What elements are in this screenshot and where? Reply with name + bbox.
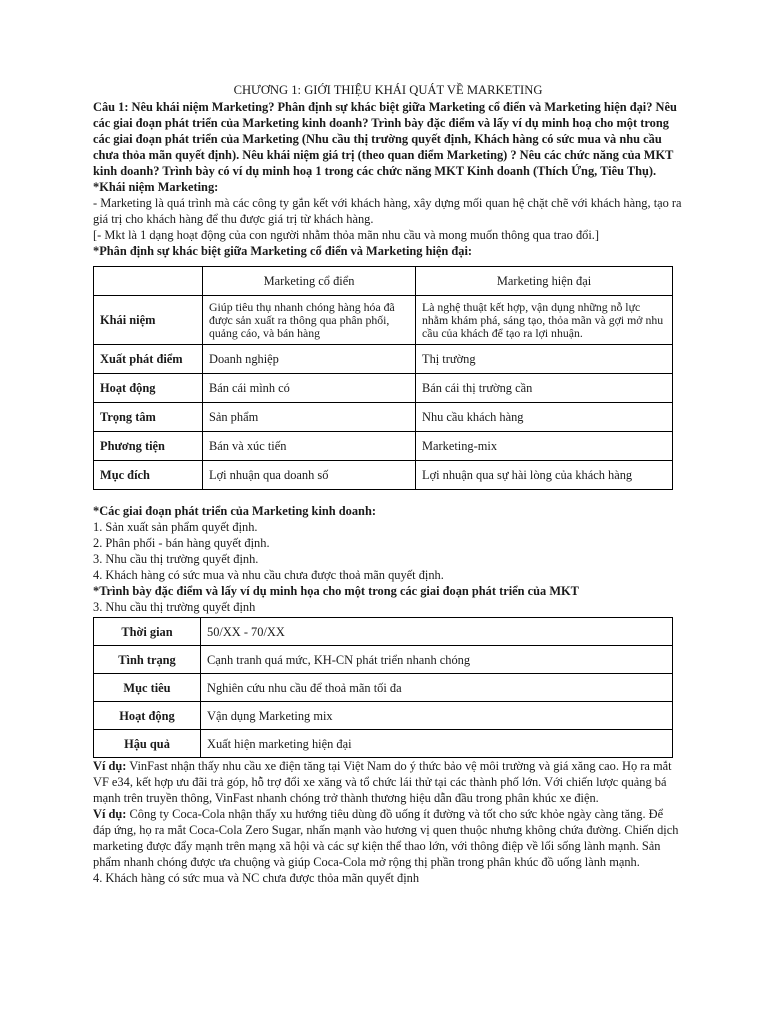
classic-cell: Bán cái mình có [203,374,416,403]
traits-subheading: 3. Nhu cầu thị trường quyết định [93,600,256,614]
concept-note: [- Mkt là 1 dạng hoạt động của con người nhằm thỏa mãn nhu cầu và mong muốn thông qua trao đổi.] [93,228,600,242]
row-value: Cạnh tranh quá mức, KH-CN phát triển nhanh chóng [201,646,673,674]
row-label: Hoạt động [94,374,203,403]
modern-cell: Nhu cầu khách hàng [416,403,673,432]
compare-table-header [94,267,673,296]
row-value: 50/XX - 70/XX [201,618,673,646]
modern-cell: Thị trường [416,345,673,374]
row-label: Thời gian [94,618,201,646]
example-text: Công ty Coca-Cola nhận thấy xu hướng tiêu dùng đồ uống ít đường và tốt cho sức khỏe ngày càng tăng. Để đáp ứng, họ ra mắt Coca-Cola Zero Sugar, nhấn mạnh vào hương vị quen thuộc nhưng không chứa đường. Chiến dịch marketing được đẩy mạnh trên mạng xã hội và các sự kiện thể thao lớn, với thông điệp về lối sống lành mạnh. Sản phẩm nhanh chóng được ưa chuộng và giúp Coca-Cola mở rộng thị phần trong phân khúc đồ uống lành mạnh. [93,807,679,869]
row-label: Xuất phát điểm [94,345,203,374]
row-label: Khái niệm [94,296,203,345]
classic-cell: Sản phẩm [203,403,416,432]
classic-cell: Lợi nhuận qua doanh số [203,461,416,490]
compare-heading: *Phân định sự khác biệt giữa Marketing cổ điển và Marketing hiện đại: [93,244,473,258]
example-text: VinFast nhận thấy nhu cầu xe điện tăng tại Việt Nam do ý thức bảo vệ môi trường và giá xăng cao. Họ ra mắt VF e34, kết hợp ưu đãi trả góp, hỗ trợ đổi xe xăng và tổ chức lái thử tại các thành phố lớn. Với chiến lược quảng bá mạnh trên truyền thông, VinFast nhanh chóng trở thành thương hiệu dẫn đầu trong phân khúc xe điện. [93,759,672,805]
modern-cell: Lợi nhuận qua sự hài lòng của khách hàng [416,461,673,490]
table-row [94,702,673,730]
header-cell [94,267,203,296]
list-item: 1. Sản xuất sản phẩm quyết định. [93,520,258,534]
row-value: Xuất hiện marketing hiện đại [201,730,673,758]
concept-heading: *Khái niệm Marketing: [93,180,219,194]
classic-cell: Giúp tiêu thụ nhanh chóng hàng hóa đã được sản xuất ra thông qua phân phối, quảng cáo, và bán hàng [203,296,416,345]
row-label: Trọng tâm [94,403,203,432]
example-label: Ví dụ: [93,759,127,773]
table-row [94,432,673,461]
table-row [94,646,673,674]
list-item: 2. Phân phối - bán hàng quyết định. [93,536,270,550]
list-item: 3. Nhu cầu thị trường quyết định. [93,552,259,566]
row-label: Mục đích [94,461,203,490]
traits-heading: *Trình bày đặc điểm và lấy ví dụ minh họa cho một trong các giai đoạn phát triển của MKT [93,584,579,598]
table-row [94,403,673,432]
table-row [94,618,673,646]
row-value: Vận dụng Marketing mix [201,702,673,730]
modern-cell: Bán cái thị trường cần [416,374,673,403]
row-label: Hoạt động [94,702,201,730]
example-label: Ví dụ: [93,807,127,821]
concept-text: - Marketing là quá trình mà các công ty gắn kết với khách hàng, xây dựng mối quan hệ chặt chẽ với khách hàng, tạo ra giá trị cho khách hàng để thu được giá trị từ khách hàng. [93,196,682,226]
traits-table [93,617,673,758]
row-value: Nghiên cứu nhu cầu để thoả mãn tối đa [201,674,673,702]
table-row [94,461,673,490]
list-item: 4. Khách hàng có sức mua và nhu cầu chưa được thoả mãn quyết định. [93,568,444,582]
document-body [93,82,683,886]
question-text: Câu 1: Nêu khái niệm Marketing? Phân định sự khác biệt giữa Marketing cổ điển và Marketing hiện đại? Nêu các giai đoạn phát triển của Marketing kinh doanh? Trình bày đặc điểm và lấy ví dụ minh hoạ cho một trong các giai đoạn phát triển của Marketing (Nhu cầu thị trường quyết định, Khách hàng có sức mua và nhu cầu chưa thỏa mãn quyết định). Nêu khái niệm giá trị (theo quan điểm Marketing) ? Nêu các chức năng của MKT kinh doanh? Trình bày có ví dụ minh hoạ 1 trong các chức năng MKT Kinh doanh (Thích Ứng, Tiêu Thụ). [93,100,677,178]
row-label: Hậu quả [94,730,201,758]
classic-cell: Bán và xúc tiến [203,432,416,461]
row-label: Mục tiêu [94,674,201,702]
chapter-title: CHƯƠNG 1: GIỚI THIỆU KHÁI QUÁT VỀ MARKETING [233,83,543,97]
modern-cell: Là nghệ thuật kết hợp, vận dụng những nỗ lực nhằm khám phá, sáng tạo, thỏa mãn và gợi mở nhu cầu của khách để tạo ra lợi nhuận. [416,296,673,345]
header-cell: Marketing hiện đại [416,267,673,296]
compare-table [93,266,673,490]
row-label: Tình trạng [94,646,201,674]
table-row [94,730,673,758]
example-vinfast [93,758,683,806]
table-row [94,374,673,403]
stages-heading: *Các giai đoạn phát triển của Marketing kinh doanh: [93,504,376,518]
table-row [94,345,673,374]
modern-cell: Marketing-mix [416,432,673,461]
table-row [94,296,673,345]
classic-cell: Doanh nghiệp [203,345,416,374]
closing-line: 4. Khách hàng có sức mua và NC chưa được thỏa mãn quyết định [93,871,420,885]
header-cell: Marketing cổ điển [203,267,416,296]
example-coca-cola [93,806,683,870]
table-row [94,674,673,702]
row-label: Phương tiện [94,432,203,461]
